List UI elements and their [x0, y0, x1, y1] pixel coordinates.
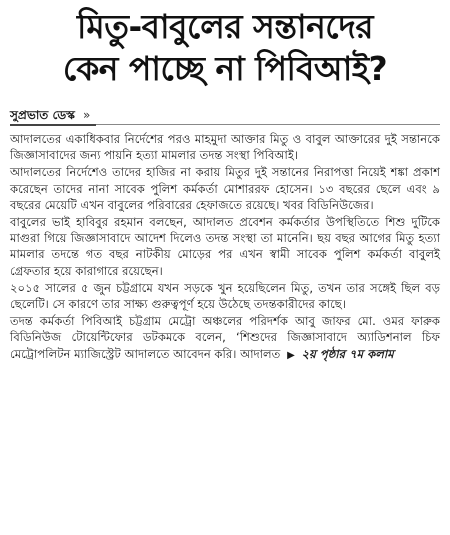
continued-on-label: ২য় পৃষ্ঠার ৭ম কলাম — [301, 346, 394, 361]
paragraph-5 — [10, 313, 440, 364]
headline-line-2: কেন পাচ্ছে না পিবিআই? — [62, 49, 388, 88]
paragraph-5-text: তদন্ত কর্মকর্তা পিবিআই চট্টগ্রাম মেট্রো অঞ্চলের পরিদর্শক আবু জাফর মো. ওমর ফারুক বিডিনিউজ টোয়েন্টিফোর ডটকমকে বলেন, ‘শিশুদের জিজ্ঞাসাবাদে অ্যাডিশনাল চিফ মেট্রোপলিটন ম্যাজিস্ট্রেট আদালতে আবেদন করি। আদালত — [10, 314, 440, 361]
byline-text: সুপ্রভাত ডেস্ক — [10, 108, 75, 122]
continue-arrow-icon: ▶ — [287, 349, 295, 361]
headline-line-1: মিতু-বাবুলের সন্তানদের — [76, 7, 374, 46]
article-body — [10, 131, 440, 364]
paragraph-4: ২০১৫ সালের ৫ জুন চট্টগ্রামে যখন সড়কে খুন হয়েছিলেন মিতু, তখন তার সঙ্গেই ছিল বড় ছেলেটি। সে কারণে তার সাক্ষ্য গুরুত্বপূর্ণ হয়ে উঠেছে তদন্তকারীদের কাছে। — [10, 280, 440, 312]
byline-row — [10, 104, 440, 124]
byline — [10, 106, 96, 126]
paragraph-1: আদালতের একাধিকবার নির্দেশের পরও মাহমুদা আক্তার মিতু ও বাবুল আক্তারের দুই সন্তানকে জিজ্ঞাসাবাদের জন্য পায়নি হত্যা মামলার তদন্ত সংস্থা পিবিআই। — [10, 132, 440, 163]
headline — [10, 6, 440, 90]
paragraph-2: আদালতের নির্দেশেও তাদের হাজির না করায় মিতুর দুই সন্তানের নিরাপত্তা নিয়েই শঙ্কা প্রকাশ করেছেন তাদের নানা সাবেক পুলিশ কর্মকর্তা মোশাররফ হোসেন। ১৩ বছরের ছেলে এবং ৯ বছরের মেয়েটি এখন বাবুলের পরিবারের হেফাজতে রয়েছে। খবর বিডিনিউজের। — [10, 165, 440, 212]
chevron-icon: » — [83, 108, 91, 122]
paragraph-3: বাবুলের ভাই হাবিবুর রহমান বলছেন, আদালত প্রবেশন কর্মকর্তার উপস্থিতিতে শিশু দুটিকে মাগুরা গিয়ে জিজ্ঞাসাবাদে আদেশ দিলেও তদন্ত সংস্থা তা মানেনি। ছয় বছর আগের মিতু হত্যা মামলার তদন্তে গত বছর নাটকীয় মোড়ের পর এখন স্বামী সাবেক পুলিশ কর্মকর্তা বাবুলই গ্রেফতার হয়ে কারাগারে রয়েছেন। — [10, 215, 440, 278]
